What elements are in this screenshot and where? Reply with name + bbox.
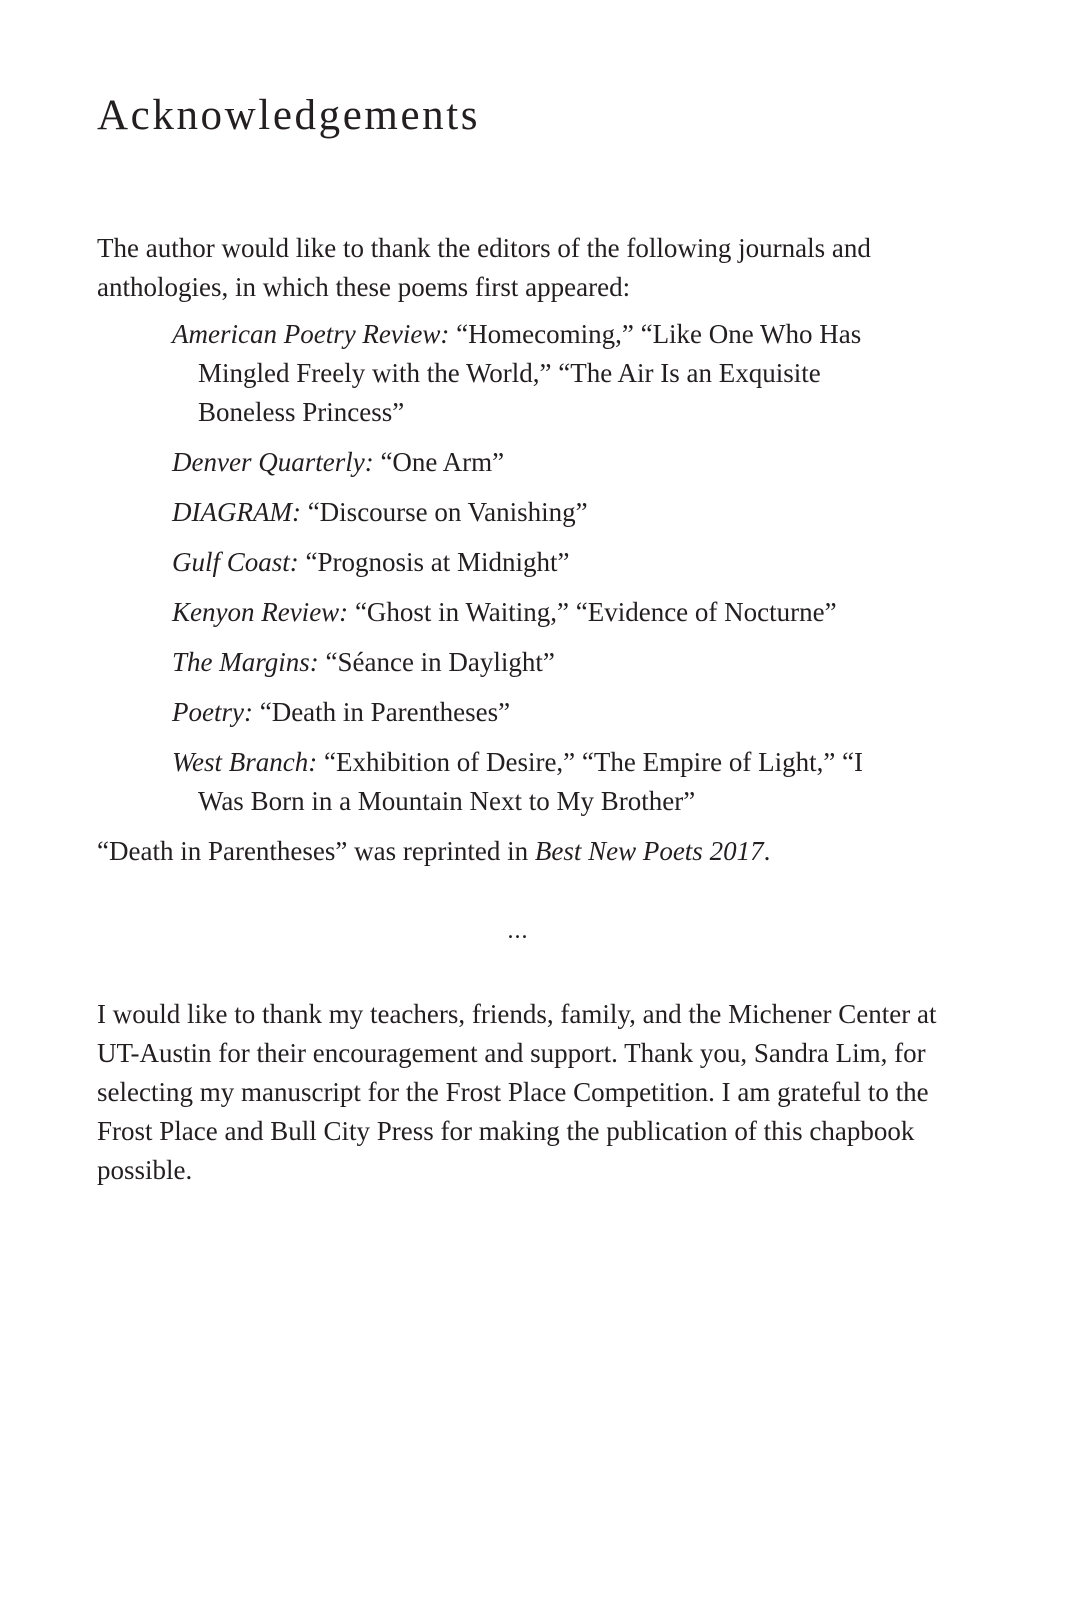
credit-item [172, 315, 888, 432]
journal-name: The Margins: [172, 647, 319, 677]
journal-name: Gulf Coast: [172, 547, 299, 577]
credit-item [172, 693, 888, 732]
page-title: Acknowledgements [97, 92, 481, 139]
poem-titles: “Homecoming,” “Like One Who Has Mingled Freely with the World,” “The Air Is an Exquisite Boneless Princess” [198, 319, 862, 427]
reprint-end: . [763, 836, 771, 866]
intro-paragraph: The author would like to thank the editors of the following journals and anthologies, in which these poems first appeared: [97, 233, 871, 302]
poem-titles: “Death in Parentheses” [259, 697, 511, 727]
poem-titles: “Exhibition of Desire,” “The Empire of Light,” “I Was Born in a Mountain Next to My Brother” [198, 747, 864, 816]
anthology-title: Best New Poets 2017 [534, 836, 764, 866]
credit-item [172, 493, 888, 532]
credit-item [172, 443, 888, 482]
journal-name: Poetry: [172, 697, 253, 727]
journal-name: DIAGRAM: [172, 497, 301, 527]
credit-item [172, 643, 888, 682]
section-divider: ... [507, 918, 529, 944]
reprint-note [97, 832, 977, 871]
poem-titles: “Prognosis at Midnight” [305, 547, 570, 577]
poem-titles: “Discourse on Vanishing” [307, 497, 588, 527]
credits-list [172, 315, 977, 821]
thanks-paragraph: I would like to thank my teachers, friends, family, and the Michener Center at UT-Austin for their encouragement and support. Thank you, Sandra Lim, for selecting my manuscript for the Frost Place Competition. I am grateful to the Frost Place and Bull City Press for making the publication of this chapbook possible. [97, 999, 937, 1185]
poem-titles: “One Arm” [380, 447, 505, 477]
page [97, 90, 977, 1190]
poem-titles: “Ghost in Waiting,” “Evidence of Nocturne” [354, 597, 837, 627]
journal-name: Kenyon Review: [172, 597, 349, 627]
poem-titles: “Séance in Daylight” [325, 647, 555, 677]
credit-item [172, 743, 888, 821]
credit-item [172, 593, 918, 632]
reprint-text: “Death in Parentheses” was reprinted in [97, 836, 535, 866]
journal-name: American Poetry Review: [172, 319, 450, 349]
journal-name: Denver Quarterly: [172, 447, 374, 477]
credit-item [172, 543, 888, 582]
journal-name: West Branch: [172, 747, 318, 777]
